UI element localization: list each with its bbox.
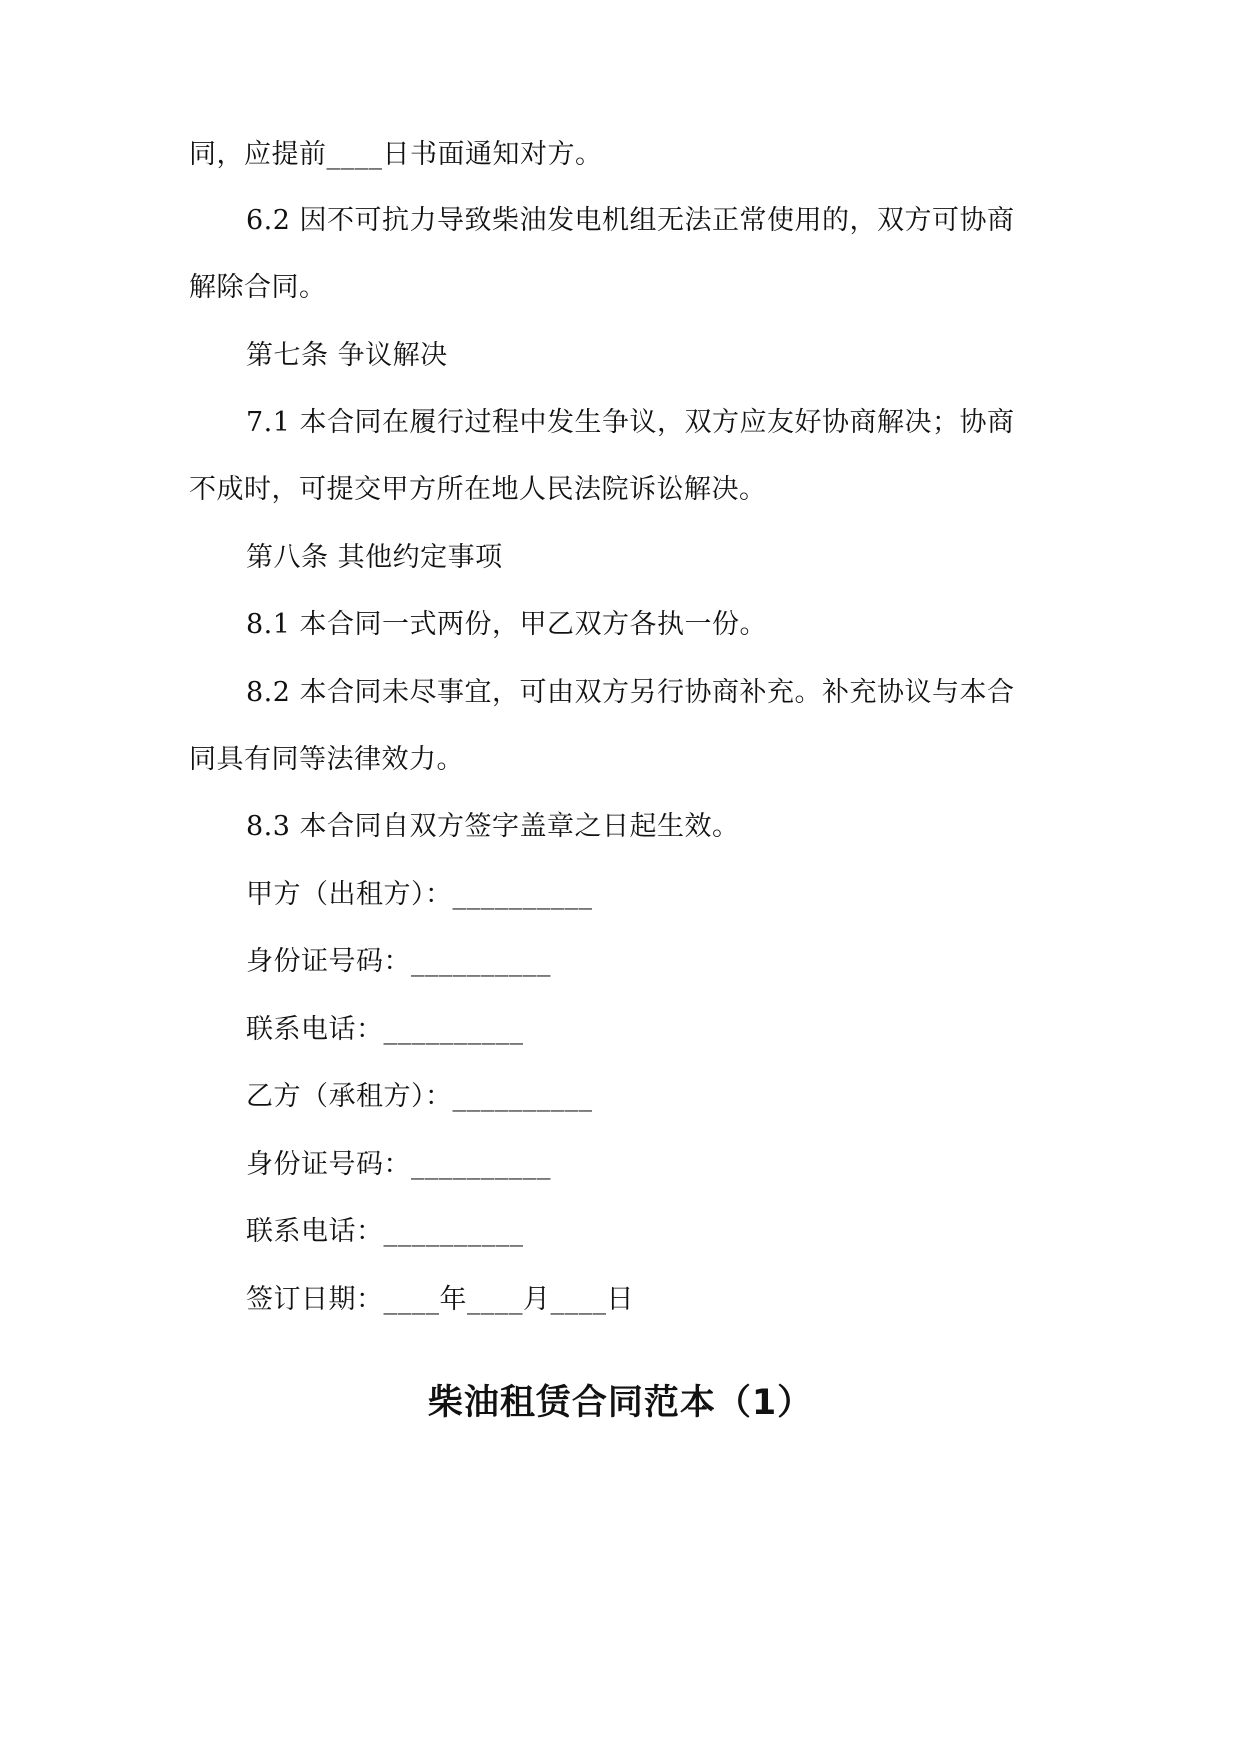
party-b-field: 乙方（承租方）：__________: [246, 1081, 593, 1112]
sign-date-field: 签订日期：____年____月____日: [246, 1284, 634, 1315]
paragraph-line: 解除合同。: [189, 272, 327, 303]
paragraph-line: 不成时，可提交甲方所在地人民法院诉讼解决。: [189, 474, 767, 505]
paragraph-line: 同，应提前____日书面通知对方。: [189, 139, 603, 170]
party-a-field: 甲方（出租方）：__________: [246, 879, 593, 910]
paragraph-line: 同具有同等法律效力。: [189, 744, 464, 775]
paragraph-line: 8.2 本合同未尽事宜，可由双方另行协商补充。补充协议与本合: [246, 677, 1015, 708]
paragraph-line: 7.1 本合同在履行过程中发生争议，双方应友好协商解决；协商: [246, 407, 1015, 438]
paragraph-line: 6.2 因不可抗力导致柴油发电机组无法正常使用的，双方可协商: [246, 205, 1015, 236]
paragraph-line: 8.1 本合同一式两份，甲乙双方各执一份。: [246, 609, 768, 640]
party-a-id-field: 身份证号码：__________: [246, 946, 551, 977]
document-title: 柴油租赁合同范本（1）: [427, 1383, 814, 1423]
section-heading: 第七条 争议解决: [246, 340, 448, 371]
party-a-phone-field: 联系电话：__________: [246, 1014, 524, 1045]
party-b-phone-field: 联系电话：__________: [246, 1216, 524, 1247]
party-b-id-field: 身份证号码：__________: [246, 1149, 551, 1180]
section-heading: 第八条 其他约定事项: [246, 542, 503, 573]
paragraph-line: 8.3 本合同自双方签字盖章之日起生效。: [246, 811, 740, 842]
